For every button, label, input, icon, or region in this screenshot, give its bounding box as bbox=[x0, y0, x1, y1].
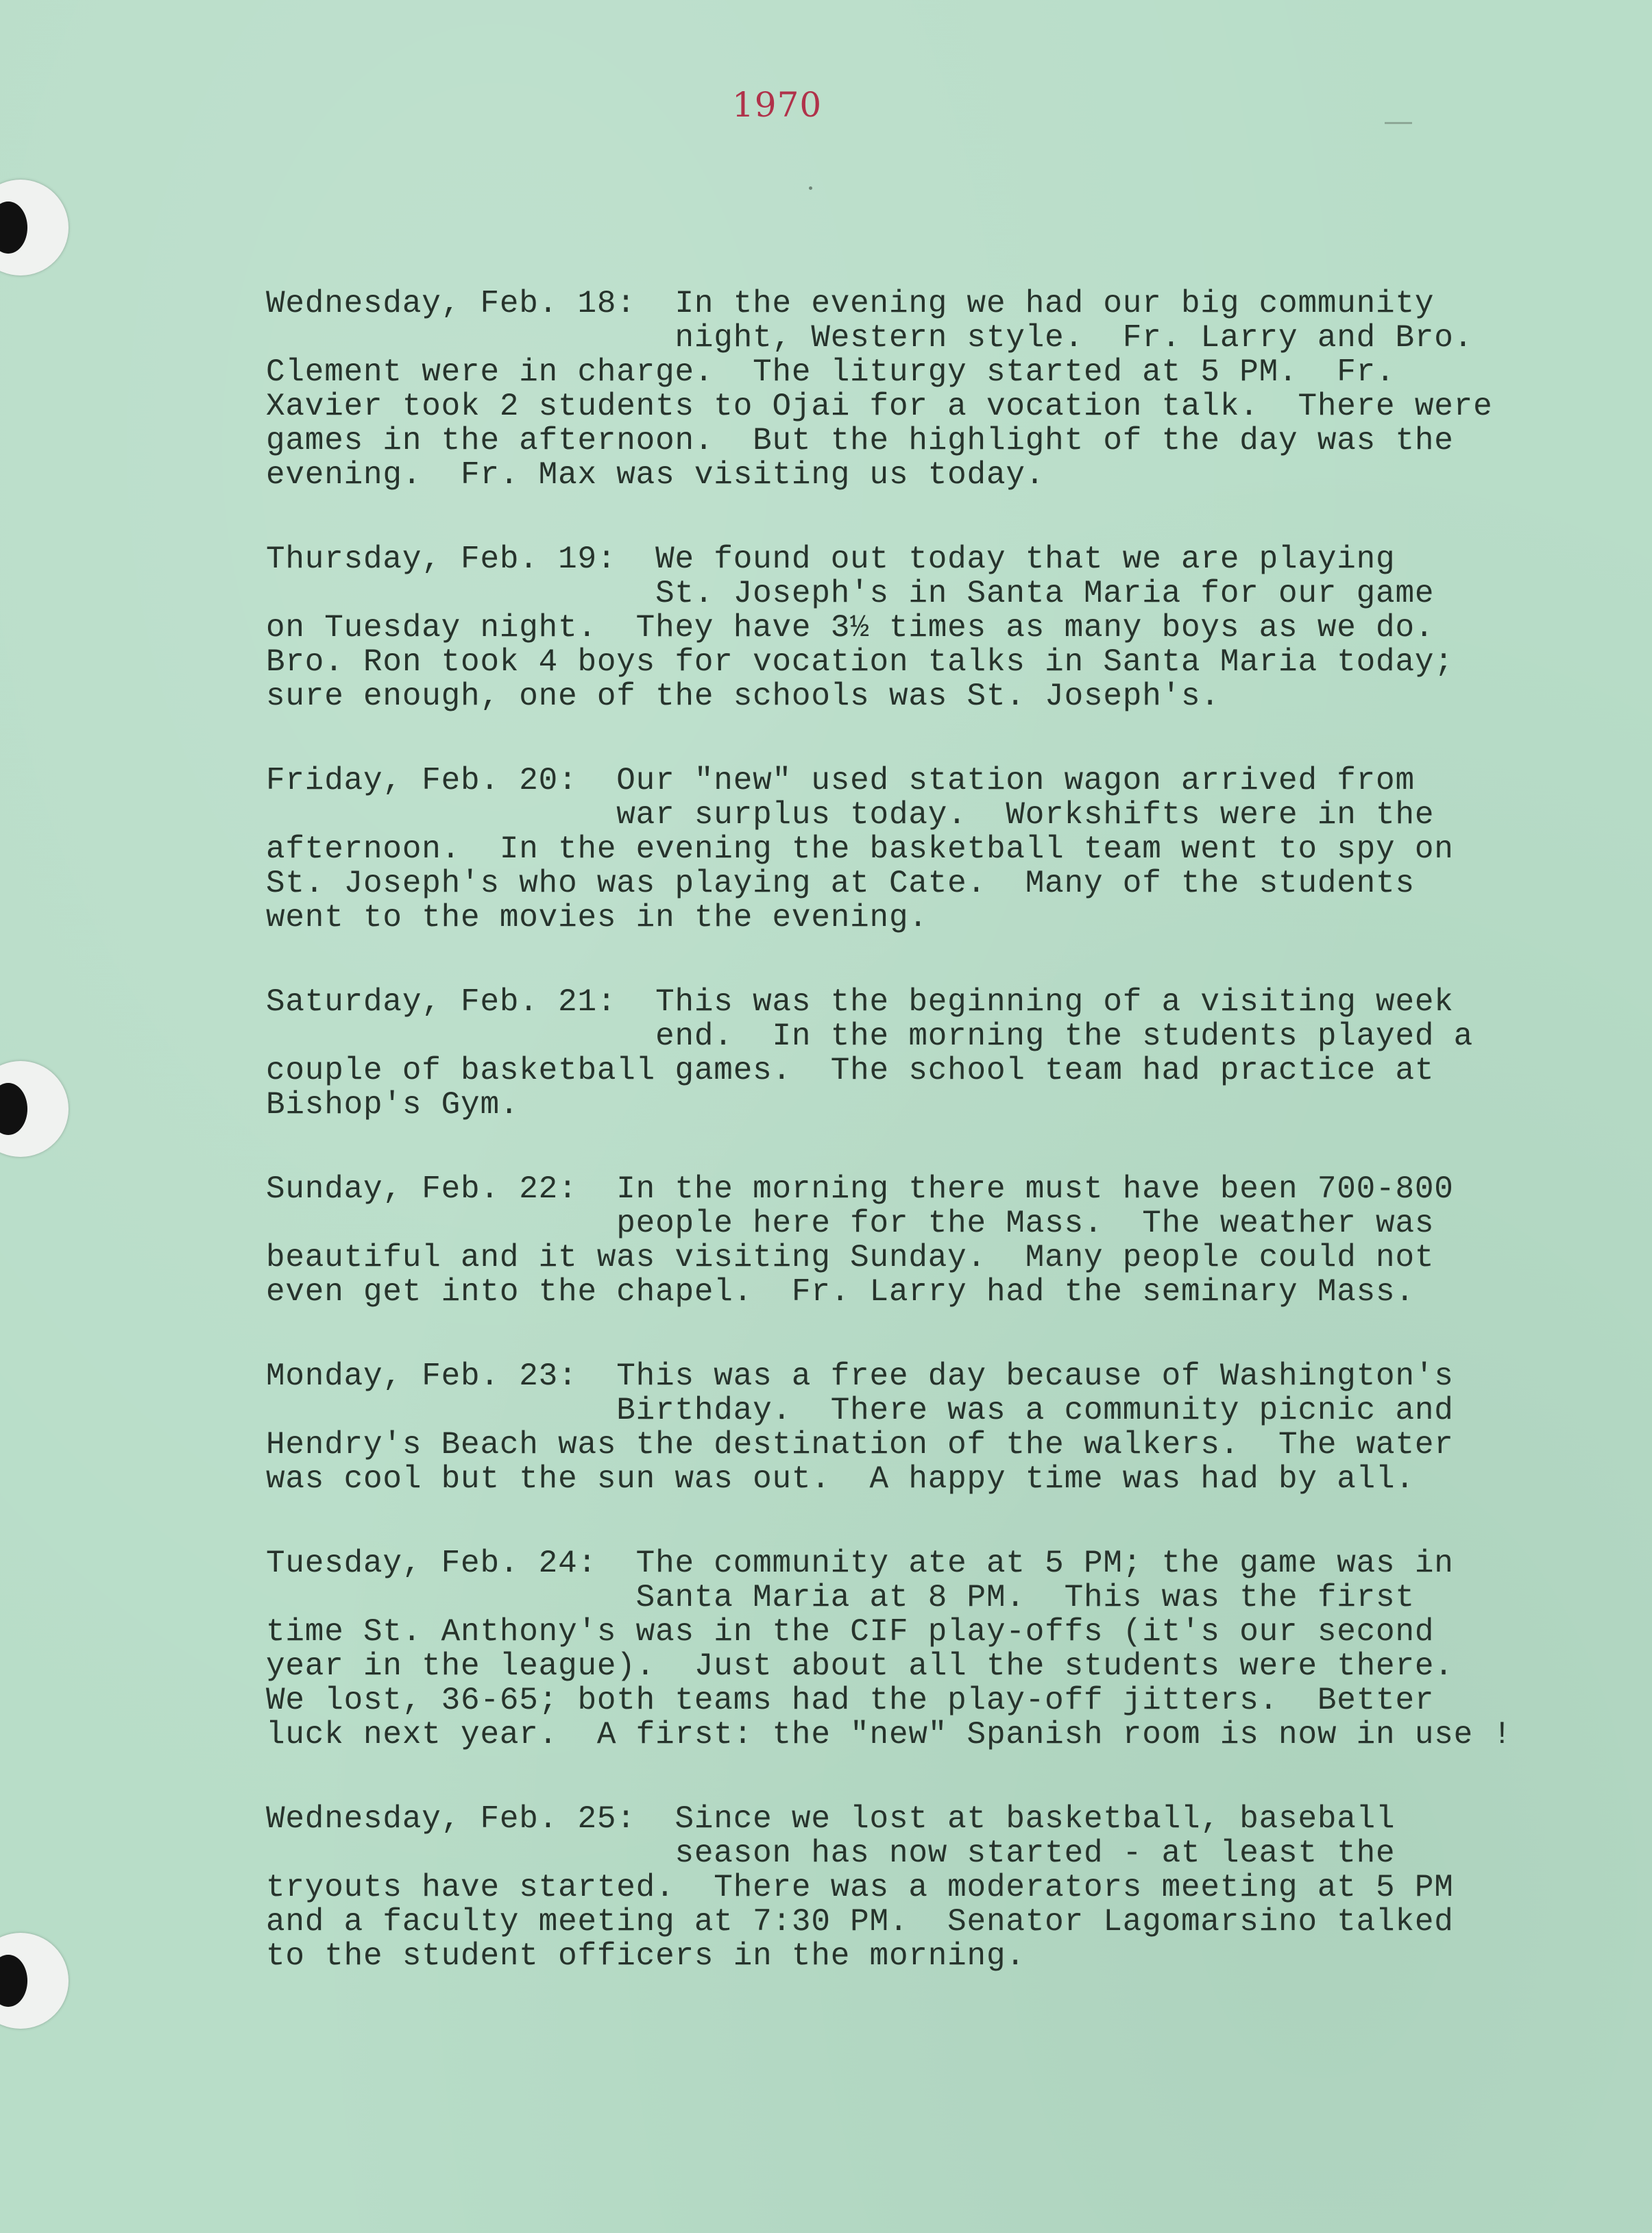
entry-line: Monday, Feb. 23: This was a free day because of Washington's bbox=[266, 1358, 1454, 1394]
diary-entry-feb-25 bbox=[266, 1802, 1610, 1973]
entry-line: Friday, Feb. 20: Our "new" used station wagon arrived from bbox=[266, 763, 1415, 798]
entry-line: St. Joseph's who was playing at Cate. Many of the students bbox=[266, 866, 1415, 901]
diary-entry-feb-19 bbox=[266, 542, 1610, 713]
entry-line: Thursday, Feb. 19: We found out today that we are playing bbox=[266, 541, 1396, 577]
diary-entry-feb-23 bbox=[266, 1359, 1610, 1496]
margin-dash bbox=[1385, 122, 1412, 124]
entry-line: went to the movies in the evening. bbox=[266, 900, 928, 936]
entry-line: was cool but the sun was out. A happy time was had by all. bbox=[266, 1461, 1415, 1497]
entry-line: Sunday, Feb. 22: In the morning there must have been 700-800 bbox=[266, 1171, 1454, 1207]
entry-line: We lost, 36-65; both teams had the play-off jitters. Better bbox=[266, 1683, 1435, 1718]
ink-dot bbox=[809, 186, 812, 190]
entry-line: people here for the Mass. The weather was bbox=[266, 1206, 1435, 1241]
entry-line: on Tuesday night. They have 3½ times as many boys as we do. bbox=[266, 610, 1435, 646]
entry-line: and a faculty meeting at 7:30 PM. Senator Lagomarsino talked bbox=[266, 1904, 1454, 1940]
diary-entries bbox=[266, 286, 1610, 2023]
diary-entry-feb-24 bbox=[266, 1546, 1610, 1752]
entry-line: night, Western style. Fr. Larry and Bro. bbox=[266, 320, 1474, 356]
entry-line: even get into the chapel. Fr. Larry had the seminary Mass. bbox=[266, 1274, 1415, 1310]
entry-line: to the student officers in the morning. bbox=[266, 1938, 1025, 1974]
entry-line: games in the afternoon. But the highlight of the day was the bbox=[266, 423, 1454, 459]
binder-hole-middle bbox=[0, 1061, 69, 1157]
diary-entry-feb-18 bbox=[266, 286, 1610, 492]
entry-line: Hendry's Beach was the destination of the walkers. The water bbox=[266, 1427, 1454, 1463]
diary-entry-feb-22 bbox=[266, 1172, 1610, 1309]
entry-line: St. Joseph's in Santa Maria for our game bbox=[266, 576, 1435, 611]
entry-line: afternoon. In the evening the basketball team went to spy on bbox=[266, 831, 1454, 867]
entry-line: Bishop's Gym. bbox=[266, 1087, 520, 1123]
entry-line: tryouts have started. There was a moderators meeting at 5 PM bbox=[266, 1870, 1454, 1905]
entry-line: couple of basketball games. The school team had practice at bbox=[266, 1053, 1435, 1088]
entry-line: Wednesday, Feb. 25: Since we lost at basketball, baseball bbox=[266, 1801, 1396, 1837]
entry-line: end. In the morning the students played a bbox=[266, 1018, 1474, 1054]
entry-line: evening. Fr. Max was visiting us today. bbox=[266, 457, 1045, 493]
binder-hole-top bbox=[0, 180, 69, 276]
entry-line: Bro. Ron took 4 boys for vocation talks in Santa Maria today; bbox=[266, 644, 1454, 680]
diary-entry-feb-20 bbox=[266, 764, 1610, 935]
entry-line: luck next year. A first: the "new" Spanish room is now in use ! bbox=[266, 1717, 1512, 1753]
entry-line: Clement were in charge. The liturgy started at 5 PM. Fr. bbox=[266, 354, 1396, 390]
entry-line: war surplus today. Workshifts were in the bbox=[266, 797, 1435, 833]
entry-line: time St. Anthony's was in the CIF play-offs (it's our second bbox=[266, 1614, 1435, 1650]
page-year: 1970 bbox=[732, 85, 823, 125]
entry-line: Birthday. There was a community picnic and bbox=[266, 1393, 1454, 1428]
entry-line: Wednesday, Feb. 18: In the evening we had our big community bbox=[266, 286, 1435, 321]
binder-hole-bottom bbox=[0, 1933, 69, 2029]
entry-line: sure enough, one of the schools was St. Joseph's. bbox=[266, 679, 1220, 714]
entry-line: Saturday, Feb. 21: This was the beginning of a visiting week bbox=[266, 984, 1454, 1020]
entry-line: beautiful and it was visiting Sunday. Many people could not bbox=[266, 1240, 1435, 1276]
entry-line: season has now started - at least the bbox=[266, 1835, 1396, 1871]
entry-line: Santa Maria at 8 PM. This was the first bbox=[266, 1580, 1415, 1615]
entry-line: Xavier took 2 students to Ojai for a vocation talk. There were bbox=[266, 389, 1493, 424]
diary-entry-feb-21 bbox=[266, 985, 1610, 1122]
entry-line: Tuesday, Feb. 24: The community ate at 5 PM; the game was in bbox=[266, 1546, 1454, 1581]
entry-line: year in the league). Just about all the students were there. bbox=[266, 1648, 1454, 1684]
